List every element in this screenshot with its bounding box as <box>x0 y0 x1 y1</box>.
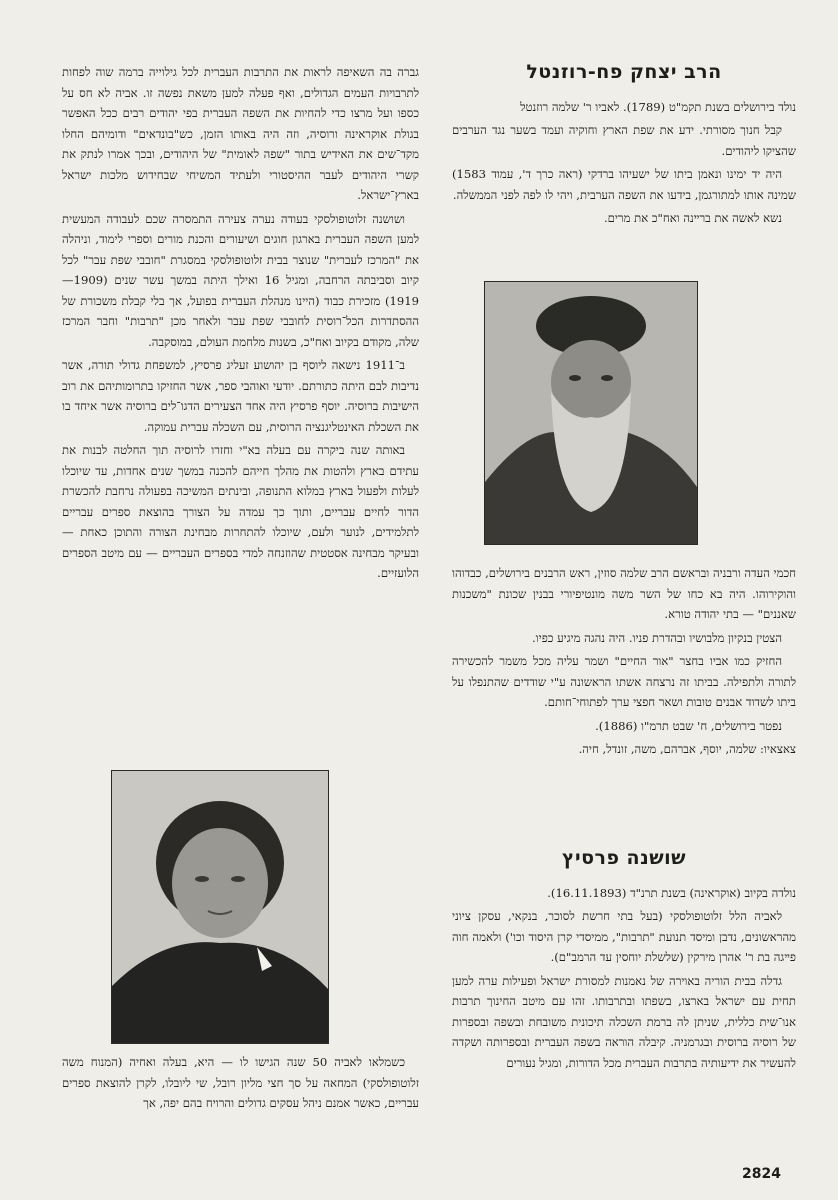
column-left-bottom <box>62 1052 419 1117</box>
persitz-marriage: ב־1911 נישאה ליוסף בן יהושוע זעליג פרסיץ, למשפחת גדולי תורה, אשר נדיבות לבם היתה כתורתם. יודעי ואוהבי ספר, אשר החזיקו בתרומותיהם את רוב הישיבות ברוסיה. יוסף פרסיץ היה אחד הצעירים הדגו־לים ברוסיה אשר איחד בו את השכלת האינטליגנציה הרוסית, עם השכלה עברית עמוקה. <box>62 358 419 434</box>
persitz-title: שושנה פרסיץ <box>561 847 687 869</box>
column-right-bottom <box>452 848 796 1076</box>
rosenthal-education: קבל חנוך מסורתי. ידע את שפת הארץ וחוקיה ועמד בשער נגד הערבים שהציקו ליהודים. <box>452 123 796 158</box>
column-right-top <box>452 62 796 232</box>
persitz-upbringing: גדלה בבית הוריה באוירה של נאמנות למסורת ישראל ופעילות ערה למען תחית עם ישראל בארצו, בשפתו ובתרבותו. זהו עם מיטב החינוך תרבות אנו־שית כללית, שניתן לה ברמת השכלה תיכונית משובחת ובשפה ובספרות של רוסיה ברוסית ובגרמניה. קיבלה הוראה בשפה העברית ובספרותה ושקדה להעשיר את ידיעותיה בתרבות העברית מכל הדורות, ומגיל נעורים <box>452 973 796 1070</box>
persitz-birth: נולדה בקיוב (אוקראינה) בשנת תרנ"ד (16.11.1893). <box>547 885 796 900</box>
column-left-top <box>62 62 419 587</box>
rosenthal-courtyard: החזיק כמו אביו בחצר "אור החיים" ושמר עליה מכל משמר להכשירה לתורה ולתפילה. בביתו זה נרצחה אשתו הראשונה ע"י שודדים שהתנפלו על ביתו לשדוד אבנים טובות ושאר חפצי ערך לפתוחי־חותם. <box>452 654 796 709</box>
rosenthal-cleanliness: הצטין בנקיון מלבושיו ובהדרת פניו. היה נהגה מיגיע כפיו. <box>532 630 782 645</box>
persitz-portrait-image <box>112 771 328 1043</box>
page-number: 2824 <box>742 1166 781 1182</box>
rosenthal-title: הרב יצחק פח-רוזנטל <box>526 61 722 83</box>
persitz-aspiration: גברה בה השאיפה לראות את התרבות העברית לכל גילוייה ברמה שוה לפחות לתרבויות העמים הגדולים, ואף פעלה למען משאת נפשה זו. אביה לא חס על כספו ועל מרצו כדי להחיות את השפה העברית בפי יהודים רבים ככל האפשר בגולת אוקראינה ורוסיה, וזה היה באותו הזמן, כש"בונדאים" ודומיהם החלו מקד־שים את האידיש בתור "שפה לאומית" של היהודים, ובכך אמרו לנתק את קשרי היהודים לעבר ההיסטורי ולעתיד המשיחי שבחידוש מלכות ישראל בארץ־ישראל. <box>62 65 419 202</box>
rosenthal-descendants: צאצאיו: שלמה, יוסף, אברהם, משה, זונדל, חיה. <box>578 742 796 756</box>
rosenthal-portrait-image <box>485 282 697 544</box>
persitz-parents: לאביה הלל זלוטופולסקי (בעל בתי חרשת לסוכר, בנקאי, עסקן ציוני מהראשונים, נדבן ומיסד תנועת "תרבות", ממיסדי קרן היסוד וכו') ולאמה חוה פײגה בת ר' אהרן מירקין (שלשלת יוחסין עד הרמב"ם). <box>452 909 796 964</box>
rosenthal-translator: היה יד ימינו ונאמן ביתו של ישעיהו ברדקי (ראה כרך ד', עמוד 1583) שמינה אותו למתורגמן, בידעו את השפה הערבית, ויהי לו לפה לפני הממשלה. <box>452 167 796 202</box>
rosenthal-marriage: נשא לאשה את ברײנה ואח"כ את מרים. <box>603 211 782 225</box>
persitz-photo <box>111 770 329 1044</box>
persitz-jubilee: כשמלאו לאביה 50 שנה הגישו לו — היא, בעלה ואחיה (המנוח משה זלוטופולסקי) המחאה על סך חצי מליון רובל, שי ליובלו, לקרן להוצאת ספרים עבריים, כאשר אמנם ניהל עסקים גדולים והרויח בהם יפה, אך <box>62 1055 419 1110</box>
rosenthal-birth: נולד בירושלים בשנת תקמ"ט (1789). לאביו ר' שלמה רוזנטל <box>520 99 796 114</box>
rosenthal-rabbis: חכמי העדה ורבניה ובראשם הרב שלמה סוזין, ראש הרבנים בירושלים, כבדוהו והוקירוהו. היה בא כחו של השר משה מונטיפיורי בבנין שכונת "משכנות שאננים" — בתי יהודה טורא. <box>452 566 796 621</box>
rosenthal-photo <box>484 281 698 545</box>
persitz-work: ושושנה זלוטופולסקי בעודה נערה צעירה התמסרה שכם לעבודה המעשית למען השפה העברית בארגון חוגים ושיעורים והכנת מורים וספרי לימוד, וניהלה את "המרכז לעברית" שנוצר בבית זלוטופולסקי במסגרת "חובבי שפת עבר" לכל קיוב וסביבתה הרחבה, ומגיל 16 ואילך היתה במשך עשר שנים (1909—1919) מזכירת כבוד (היינו מנהלת העברית בפועל, אך בלי קבלת משכורת של ההסתדרות הכל־רוסית לחובבי שפת עבר ולאחר מכן "תרבות" וחבר המרכז שלה, מקודם בקיוב ואח"כ, בשנות מלחמת העולם, במוסקבה. <box>62 211 419 349</box>
column-right-middle <box>452 563 796 763</box>
persitz-visit: באותה שנה ביקרה עם בעלה בא"י וחזרו לרוסיה תוך החלטה לבנות את עתידם בארץ ולהטות את מהלך חייהם להכנה במשך שנים אחדות, עד שיוכלו לעלות ולפעול בארץ במלוא התנופה, ובינתים המשיכה בפעולה נרחבת להכשרת הדור לחיים עבריים, ותוך כך עמדה על הצורך בהוצאת ספרים עבריים לתלמידים, לנוער ולעם, שיוכלו להתחרות מבחינת הצורה והתוכן כאחת — ובעיקר מבחינה אסטטית שהוזנחה למדי בספרים העבריים — עם מיטב הספרים הלועזיים. <box>62 443 419 580</box>
rosenthal-death: נפטר בירושלים, ח' שבט תרמ"ו (1886). <box>595 718 782 733</box>
